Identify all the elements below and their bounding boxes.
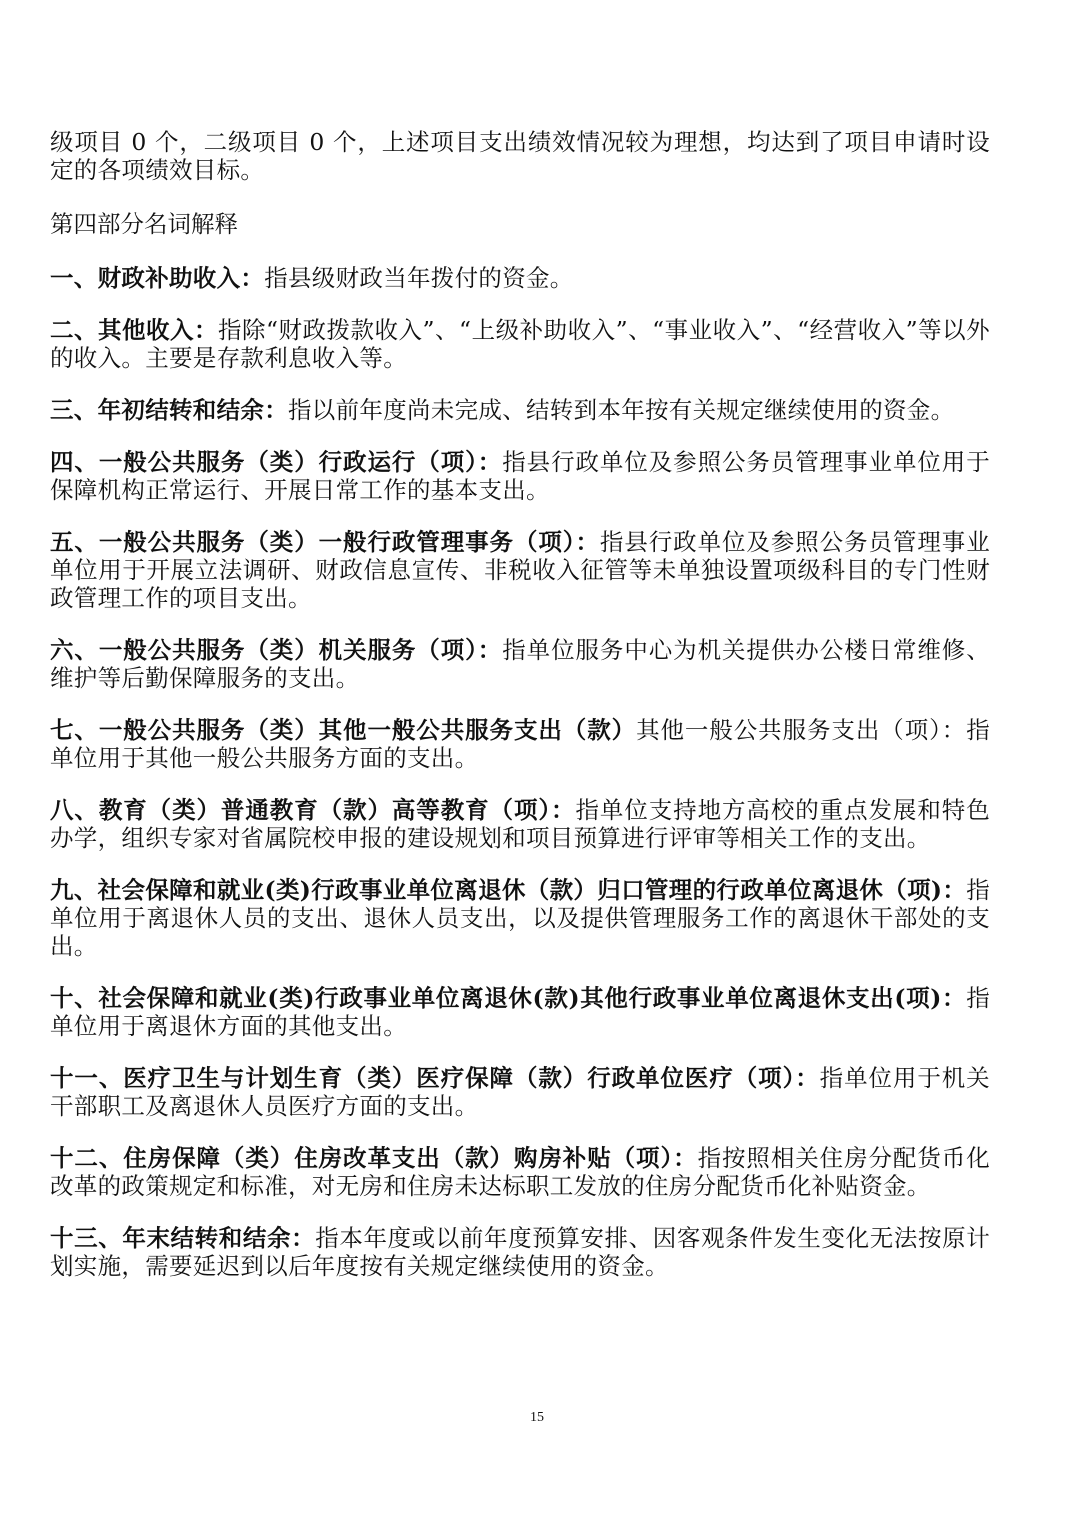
definition-item: [50, 316, 990, 372]
definition-term: 十三、年末结转和结余：: [50, 1224, 316, 1252]
definition-term: 五、一般公共服务（类）一般行政管理事务（项）：: [50, 528, 600, 556]
definition-term: 十二、住房保障（类）住房改革支出（款）购房补贴（项）：: [50, 1144, 698, 1172]
definition-item: [50, 396, 990, 424]
definition-term: 四、一般公共服务（类）行政运行（项）：: [50, 448, 503, 476]
definition-text: 指单位用于离退休人员的支出、退休人员支出，以及提供管理服务工作的离退休干部处的支出。: [50, 876, 990, 960]
definition-text: 指县级财政当年拨付的资金。: [264, 264, 574, 292]
definition-term: 十、社会保障和就业(类)行政事业单位离退休(款)其他行政事业单位离退休支出(项)：: [50, 984, 967, 1012]
definition-item: [50, 528, 990, 612]
document-body: [50, 128, 990, 1304]
definition-item: [50, 1064, 990, 1120]
definition-item: [50, 1224, 990, 1280]
intro-paragraph: 级项目 0 个，二级项目 0 个，上述项目支出绩效情况较为理想，均达到了项目申请时设定的各项绩效目标。: [50, 128, 990, 184]
definition-term: 二、其他收入：: [50, 316, 219, 344]
definition-term: 七、一般公共服务（类）其他一般公共服务支出（款）: [50, 716, 637, 744]
definition-text: 指单位用于机关干部职工及离退休人员医疗方面的支出。: [50, 1064, 990, 1120]
definition-text: 指按照相关住房分配货币化改革的政策规定和标准，对无房和住房未达标职工发放的住房分配货币化补贴资金。: [50, 1144, 990, 1200]
definition-item: [50, 264, 990, 292]
definition-item: [50, 716, 990, 772]
definition-item: [50, 984, 990, 1040]
definition-item: [50, 796, 990, 852]
definition-item: [50, 448, 990, 504]
definition-item: [50, 876, 990, 960]
definition-text: 指以前年度尚未完成、结转到本年按有关规定继续使用的资金。: [288, 396, 955, 424]
definition-term: 一、财政补助收入：: [50, 264, 265, 292]
definition-text: 指县行政单位及参照公务员管理事业单位用于开展立法调研、财政信息宣传、非税收入征管等未单独设置项级科目的专门性财政管理工作的项目支出。: [50, 528, 990, 612]
definition-text: 指本年度或以前年度预算安排、因客观条件发生变化无法按原计划实施，需要延迟到以后年度按有关规定继续使用的资金。: [50, 1224, 990, 1280]
definition-item: [50, 636, 990, 692]
definition-term: 八、教育（类）普通教育（款）高等教育（项）：: [50, 796, 576, 824]
definition-text: 指单位服务中心为机关提供办公楼日常维修、维护等后勤保障服务的支出。: [50, 636, 991, 692]
definition-item: [50, 1144, 990, 1200]
definition-text: 其他一般公共服务支出（项）：指单位用于其他一般公共服务方面的支出。: [50, 716, 991, 772]
section-title: 第四部分名词解释: [50, 210, 238, 238]
definition-term: 六、一般公共服务（类）机关服务（项）：: [50, 636, 503, 664]
definition-text: 指单位支持地方高校的重点发展和特色办学，组织专家对省属院校申报的建设规划和项目预算进行评审等相关工作的支出。: [50, 796, 990, 852]
definition-text: 指县行政单位及参照公务员管理事业单位用于保障机构正常运行、开展日常工作的基本支出。: [50, 448, 991, 504]
definition-term: 九、社会保障和就业(类)行政事业单位离退休（款）归口管理的行政单位离退休（项)：: [50, 876, 967, 904]
definition-term: 十一、医疗卫生与计划生育（类）医疗保障（款）行政单位医疗（项）：: [50, 1064, 820, 1092]
page-number: 15: [530, 1410, 544, 1425]
definition-term: 三、年初结转和结余：: [50, 396, 288, 424]
definition-text: 指除“财政拨款收入”、“上级补助收入”、“事业收入”、“经营收入”等以外的收入。主要是存款利息收入等。: [50, 316, 990, 372]
definition-text: 指单位用于离退休方面的其他支出。: [50, 984, 990, 1040]
